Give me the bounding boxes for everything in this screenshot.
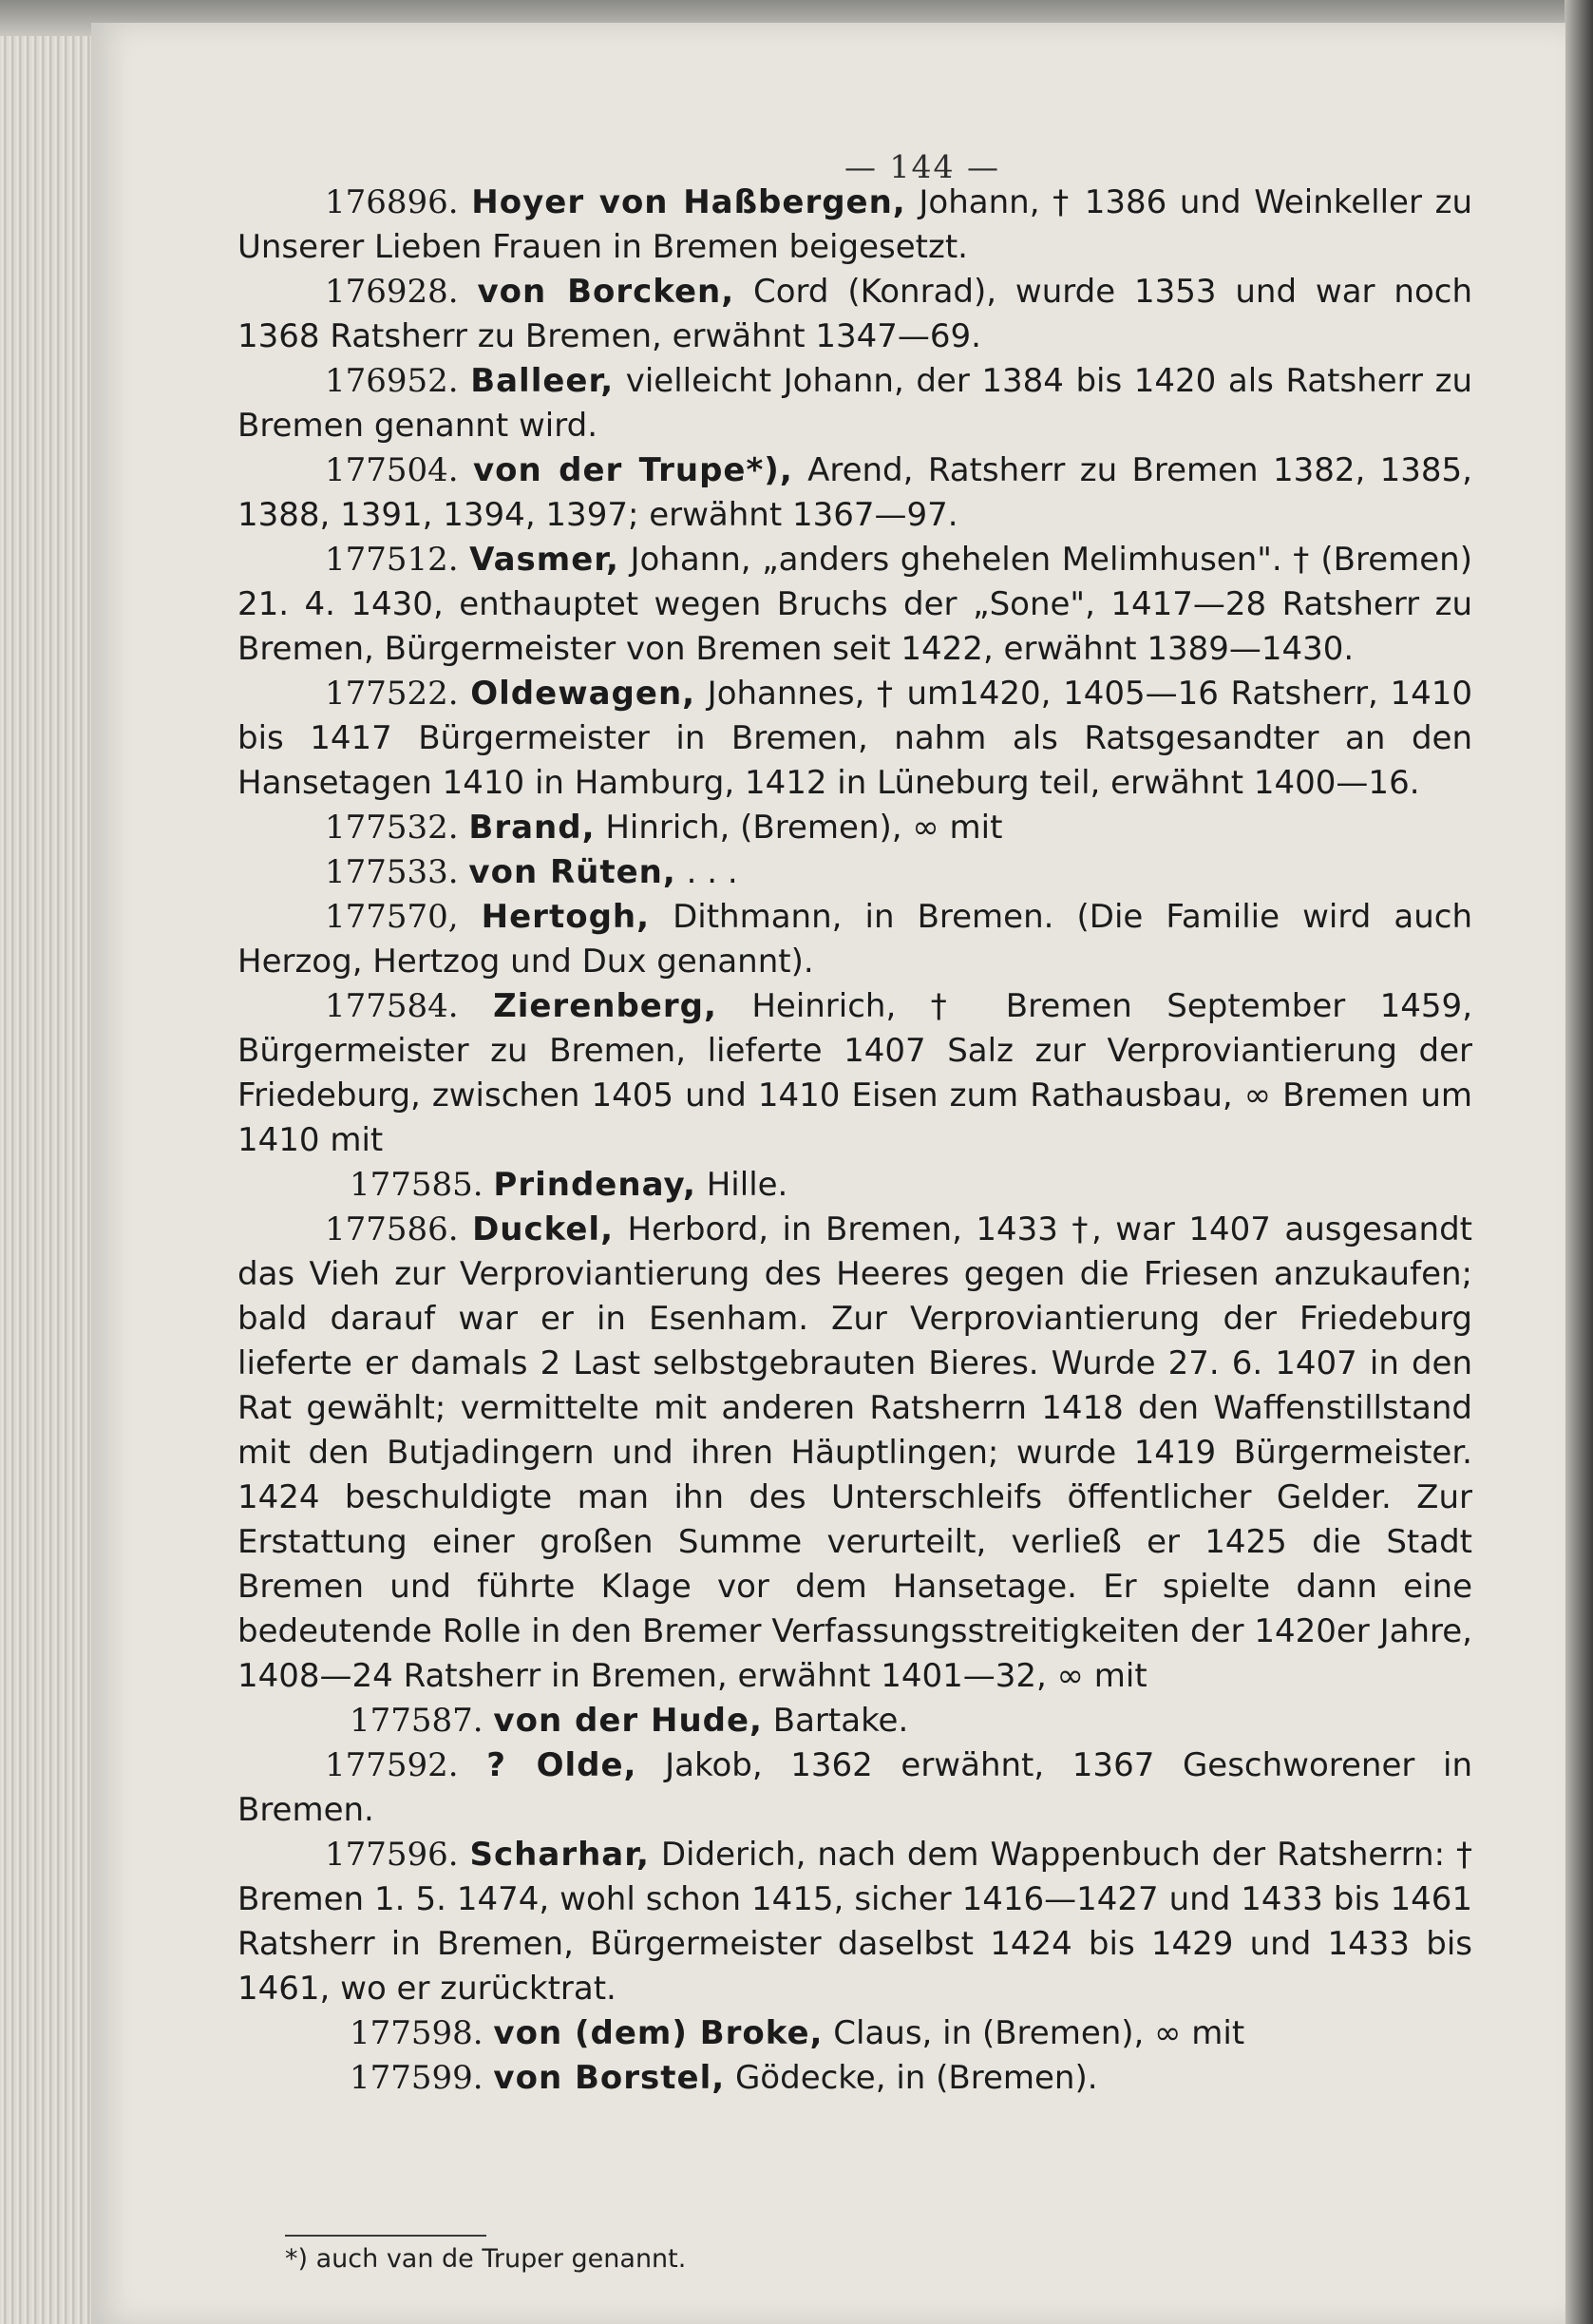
entry-name: von Rüten, (468, 853, 676, 891)
entry (237, 181, 1472, 270)
entry (237, 359, 1472, 448)
entry (237, 448, 1472, 538)
entry-text: Johannes, † um1420, 1405—16 Ratsherr, 1410 bis 1417 Bürgermeister in Bremen, nahm als Ratsgesandter an den Hansetagen 1410 in Hamburg, 1412 in Lüneburg teil, erwähnt 1400—16. (237, 675, 1473, 802)
entry-text: Gödecke, in (Bremen). (725, 2059, 1098, 2097)
entry-number: 177504. (325, 451, 459, 489)
entry-number: 177512. (325, 541, 459, 579)
entry-text: Herbord, in Bremen, 1433 †, war 1407 ausgesandt das Vieh zur Verproviantierung des Heeres gegen die Friesen anzukaufen; bald darauf war er in Esenham. Zur Verproviantierung der Friedeburg lieferte er damals 2 Last selbstgebrauten Bieres. Wurde 27. 6. 1407 in den Rat gewählt; vermittelte mit anderen Ratsherrn 1418 den Waffenstillstand mit den Butjadingern und ihren Häuptlingen; wurde 1419 Bürgermeister. 1424 beschuldigte man ihn des Unterschleifs öffentlicher Gelder. Zur Erstattung einer großen Summe verurteilt, verließ er 1425 die Stadt Bremen und führte Klage vor dem Hansetage. Er spielte dann eine bedeutende Rolle in den Bremer Verfassungsstreitigkeiten der 1420er Jahre, 1408—24 Ratsherr in Bremen, erwähnt 1401—32, ∞ mit (237, 1210, 1472, 1695)
page-number: — 144 — (844, 148, 1000, 185)
entry (237, 2056, 1472, 2101)
entry (237, 1163, 1472, 1208)
entry (237, 2011, 1472, 2056)
entry-number: 176952. (325, 362, 459, 400)
entry-name: Scharhar, (469, 1836, 650, 1874)
entry-number: 177522. (325, 675, 459, 713)
entry-text: Bartake. (762, 1702, 909, 1740)
entry-name: ? Olde, (486, 1746, 637, 1784)
entry-number: 176928. (325, 273, 459, 311)
entry-name: Zierenberg, (493, 987, 717, 1025)
entry-text: vielleicht Johann, der 1384 bis 1420 als Ratsherr zu Bremen genannt wird. (237, 362, 1472, 445)
entry (237, 895, 1472, 984)
entry-number: 177598. (350, 2014, 484, 2052)
entry-number: 177585. (350, 1166, 484, 1204)
entry-text: Diderich, nach dem Wappenbuch der Ratsherrn: † Bremen 1. 5. 1474, wohl schon 1415, sicher 1416—1427 und 1433 bis 1461 Ratsherr in Bremen, Bürgermeister daselbst 1424 bis 1429 und 1433 bis 1461, wo er zurücktrat. (237, 1836, 1472, 2008)
entry (237, 806, 1472, 850)
entry-number: 176896. (325, 183, 459, 221)
entry (237, 984, 1472, 1163)
entry (237, 1208, 1472, 1699)
entry-text: Dithmann, in Bremen. (Die Familie wird auch Herzog, Hertzog und Dux genannt). (237, 898, 1472, 981)
entry (237, 270, 1472, 359)
entry-name: Duckel, (472, 1210, 614, 1248)
entry (237, 1699, 1472, 1743)
entry-name: Vasmer, (469, 541, 619, 579)
entry-name: Hoyer von Haßbergen, (471, 183, 906, 221)
entry-text: Heinrich, † Bremen September 1459, Bürgermeister zu Bremen, lieferte 1407 Salz zur Verproviantierung der Friedeburg, zwischen 1405 und 1410 Eisen zum Rathausbau, ∞ Bremen um 1410 mit (237, 987, 1472, 1159)
entry (237, 672, 1472, 806)
entry-name: Brand, (468, 809, 596, 847)
entry-number: 177584. (325, 987, 459, 1025)
footnote-rule (285, 2235, 486, 2237)
entry-name: Oldewagen, (470, 675, 696, 713)
entry-number: 177592. (325, 1746, 459, 1784)
entry-text: Cord (Konrad), wurde 1353 und war noch 1368 Ratsherr zu Bremen, erwähnt 1347—69. (237, 273, 1472, 355)
entry (237, 1833, 1472, 2011)
entry-text: Johann, „anders ghehelen Melimhusen". † (Bremen) 21. 4. 1430, enthauptet wegen Bruchs der „Sone", 1417—28 Ratsherr zu Bremen, Bürgermeister von Bremen seit 1422, erwähnt 1389—1430. (237, 541, 1472, 668)
entry-name: von der Hude, (493, 1702, 763, 1740)
entry-number: 177586. (325, 1210, 459, 1248)
entry-name: Prindenay, (493, 1166, 696, 1204)
entry-text: Johann, † 1386 und Weinkeller zu Unserer Lieben Frauen in Bremen beigesetzt. (237, 183, 1472, 266)
entry-number: 177587. (350, 1702, 484, 1740)
entry-name: von Borcken, (477, 273, 735, 311)
entry-name: von der Trupe*), (472, 451, 793, 489)
entry-text: Arend, Ratsherr zu Bremen 1382, 1385, 1388, 1391, 1394, 1397; erwähnt 1367—97. (237, 451, 1472, 534)
page-body (237, 181, 1472, 2101)
entry-name: von Borstel, (493, 2059, 726, 2097)
footnote: *) auch van de Truper genannt. (285, 2244, 687, 2274)
entry-text: Jakob, 1362 erwähnt, 1367 Geschworener in Bremen. (237, 1746, 1472, 1829)
entry-number: 177532. (325, 809, 459, 847)
entry-text: Hinrich, (Bremen), ∞ mit (595, 809, 1003, 847)
entry (237, 850, 1472, 895)
entry-number: 177533. (325, 853, 459, 891)
entry-number: 177599. (350, 2059, 484, 2097)
entry-number: 177570, (325, 898, 459, 936)
entry-name: von (dem) Broke, (493, 2014, 824, 2052)
entry-text: Claus, in (Bremen), ∞ mit (823, 2014, 1245, 2052)
book-right-shadow (1565, 0, 1593, 2324)
entry-number: 177596. (325, 1836, 459, 1874)
entry (237, 538, 1472, 672)
entry-text: Hille. (695, 1166, 788, 1204)
entry-name: Hertogh, (481, 898, 651, 936)
entry-text: . . . (675, 853, 738, 891)
entry (237, 1743, 1472, 1833)
entry-name: Balleer, (470, 362, 615, 400)
